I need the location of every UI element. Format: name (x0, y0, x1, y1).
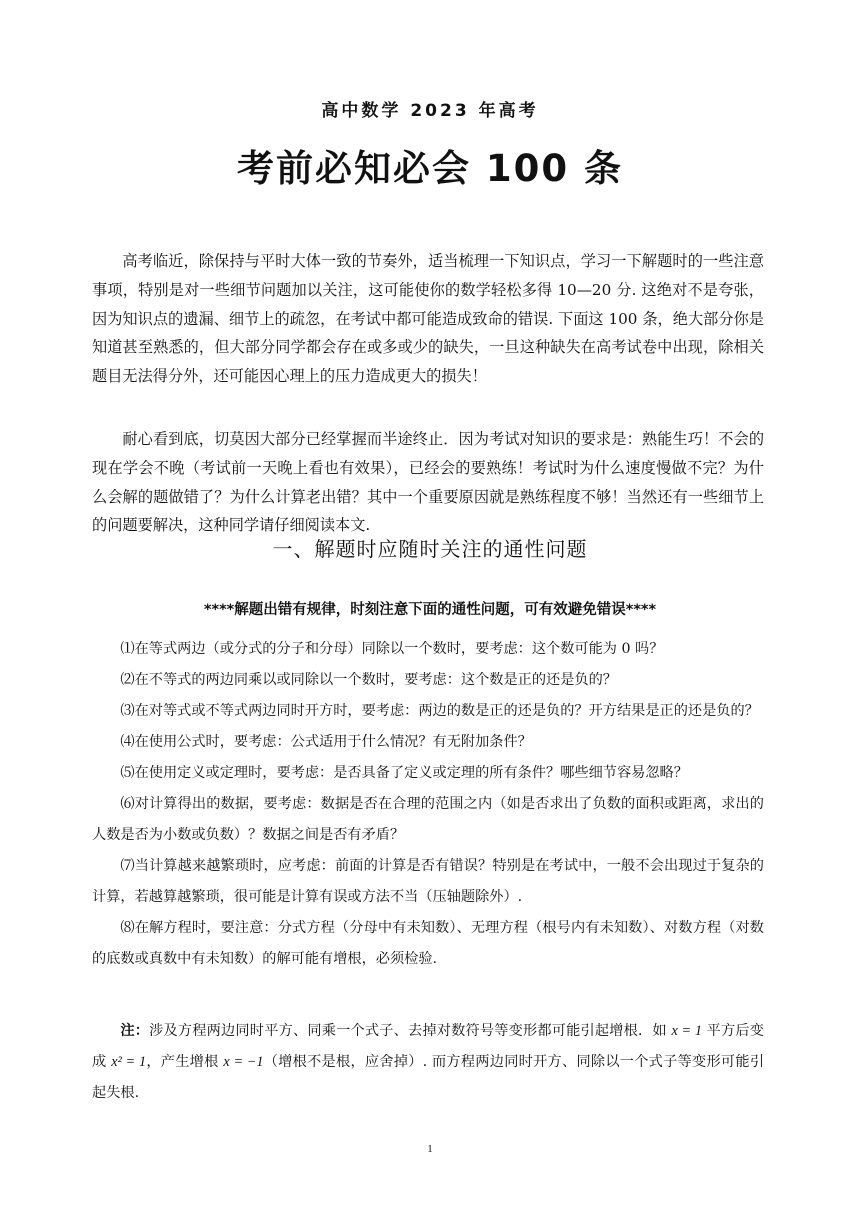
list-item: ⑺当计算越来越繁琐时，应考虑：前面的计算是否有错误？特别是在考试中，一般不会出现过于复杂的计算，若越算越繁琐，很可能是计算有误或方法不当（压轴题除外）. (92, 858, 764, 905)
list-item: ⑹对计算得出的数据，要考虑：数据是否在合理的范围之内（如是否求出了负数的面积或距离，求出的人数是否为小数或负数）？数据之间是否有矛盾？ (92, 796, 764, 843)
intro-text-1: 高考临近，除保持与平时大体一致的节奏外，适当梳理一下知识点，学习一下解题时的一些注意事项，特别是对一些细节问题加以关注，这可能使你的数学轻松多得 10—20 分. 这绝对不是夸张，因为知识点的遗漏、细节上的疏忽，在考试中都可能造成致命的错误. 下面这 100 条，绝大部分你是知道甚至熟悉的，但大部分同学都会存在或多或少的缺失，一旦这种缺失在高考试卷中出现，除相关题目无法得分外，还可能因心理上的压力造成更大的损失！ (92, 252, 764, 386)
note-block (92, 1016, 764, 1109)
list-item: ⑸在使用定义或定理时，要考虑：是否具备了定义或定理的所有条件？哪些细节容易忽略？ (120, 765, 688, 781)
note-label: 注： (120, 1023, 150, 1039)
list-item: ⑻在解方程时，要注意：分式方程（分母中有未知数）、无理方程（根号内有未知数）、对数方程（对数的底数或真数中有未知数）的解可能有增根，必须检验. (92, 920, 764, 967)
intro-text-2: 耐心看到底，切莫因大部分已经掌握而半途终止．因为考试对知识的要求是：熟能生巧！不会的现在学会不晚（考试前一天晚上看也有效果），已经会的要熟练！考试时为什么速度慢做不完？为什么会解的题做错了？为什么计算老出错？其中一个重要原因就是熟练程度不够！当然还有一些细节上的问题要解决，这种同学请仔细阅读本文. (92, 430, 764, 535)
equation: x = −1 (223, 1054, 264, 1070)
list-item: ⑶在对等式或不等式两边同时开方时，要考虑：两边的数是正的还是负的？开方结果是正的还是负的？ (120, 703, 759, 719)
page-title-line2: 考前必知必会 100 条 (237, 147, 623, 190)
intro-paragraph-2 (92, 425, 764, 540)
item-list (92, 634, 764, 975)
equation: x² = 1 (111, 1054, 147, 1070)
page-number: 1 (427, 1143, 433, 1155)
list-item: ⑵在不等式的两边同乘以或同除以一个数时，要考虑：这个数是正的还是负的？ (120, 672, 617, 688)
list-item: ⑷在使用公式时，要考虑：公式适用于什么情况？有无附加条件？ (120, 734, 532, 750)
intro-paragraph-1 (92, 247, 764, 391)
note-text: 涉及方程两边同时平方、同乘一个式子、去掉对数符号等变形都可能引起增根．如 (149, 1023, 672, 1039)
equation: x = 1 (671, 1023, 702, 1039)
note-paragraph (92, 1016, 764, 1109)
note-text: （增根不是根，应舍掉）. 而方程两边同时开方、同除以一个式子等变形可能引起失根. (92, 1054, 765, 1101)
note-text: ，产生增根 (146, 1054, 224, 1070)
list-item: ⑴在等式两边（或分式的分子和分母）同除以一个数时，要考虑：这个数可能为 0 吗？ (120, 641, 664, 657)
section-subheading: ****解题出错有规律，时刻注意下面的通性问题，可有效避免错误**** (203, 602, 657, 618)
page-title-line1: 高中数学 2023 年高考 (321, 101, 539, 121)
section-heading: 一、解题时应随时关注的通性问题 (272, 537, 588, 561)
note-text: 平方后变成 (92, 1023, 764, 1070)
